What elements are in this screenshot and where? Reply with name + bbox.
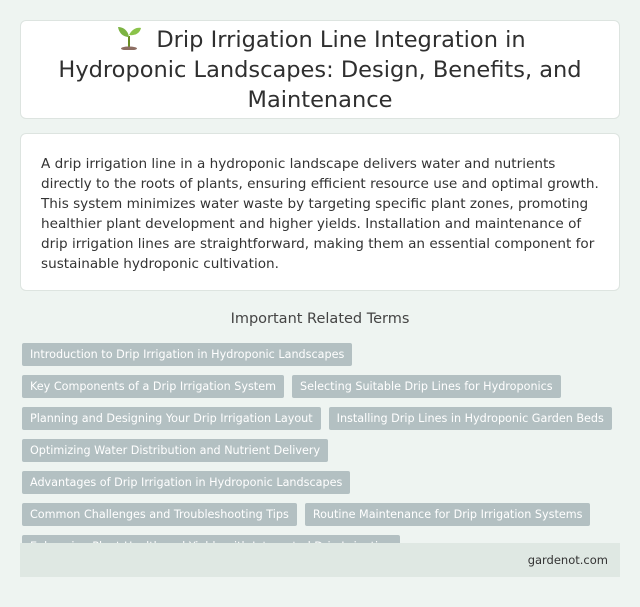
related-term-tag[interactable]: Installing Drip Lines in Hydroponic Garden Beds <box>329 407 612 430</box>
related-term-tag[interactable]: Optimizing Water Distribution and Nutrient Delivery <box>22 439 328 462</box>
footer-site-link[interactable]: gardenot.com <box>527 553 608 567</box>
related-terms-heading: Important Related Terms <box>230 311 410 327</box>
related-term-tag[interactable]: Planning and Designing Your Drip Irrigation Layout <box>22 407 321 430</box>
related-term-tag[interactable]: Key Components of a Drip Irrigation System <box>22 375 284 398</box>
related-term-tag[interactable]: Introduction to Drip Irrigation in Hydroponic Landscapes <box>22 343 352 366</box>
page-title-text: Drip Irrigation Line Integration in Hydroponic Landscapes: Design, Benefits, and Maintenance <box>58 27 582 113</box>
related-terms-list <box>22 343 622 558</box>
related-term-tag[interactable]: Selecting Suitable Drip Lines for Hydroponics <box>292 375 561 398</box>
footer <box>20 543 620 577</box>
related-term-tag[interactable]: Advantages of Drip Irrigation in Hydroponic Landscapes <box>22 471 350 494</box>
related-term-tag[interactable]: Common Challenges and Troubleshooting Tips <box>22 503 297 526</box>
intro-text: A drip irrigation line in a hydroponic landscape delivers water and nutrients directly to the roots of plants, ensuring efficient resource use and optimal growth. This system minimizes water waste by targeting specific plant zones, promoting healthier plant development and higher yields. Installation and maintenance of drip irrigation lines are straightforward, making them an essential component for sustainable hydroponic cultivation. <box>41 156 599 272</box>
related-term-tag[interactable]: Routine Maintenance for Drip Irrigation Systems <box>305 503 591 526</box>
intro-card <box>20 133 620 291</box>
page-title <box>51 24 589 115</box>
sprout-icon <box>114 24 144 50</box>
title-card <box>20 20 620 119</box>
